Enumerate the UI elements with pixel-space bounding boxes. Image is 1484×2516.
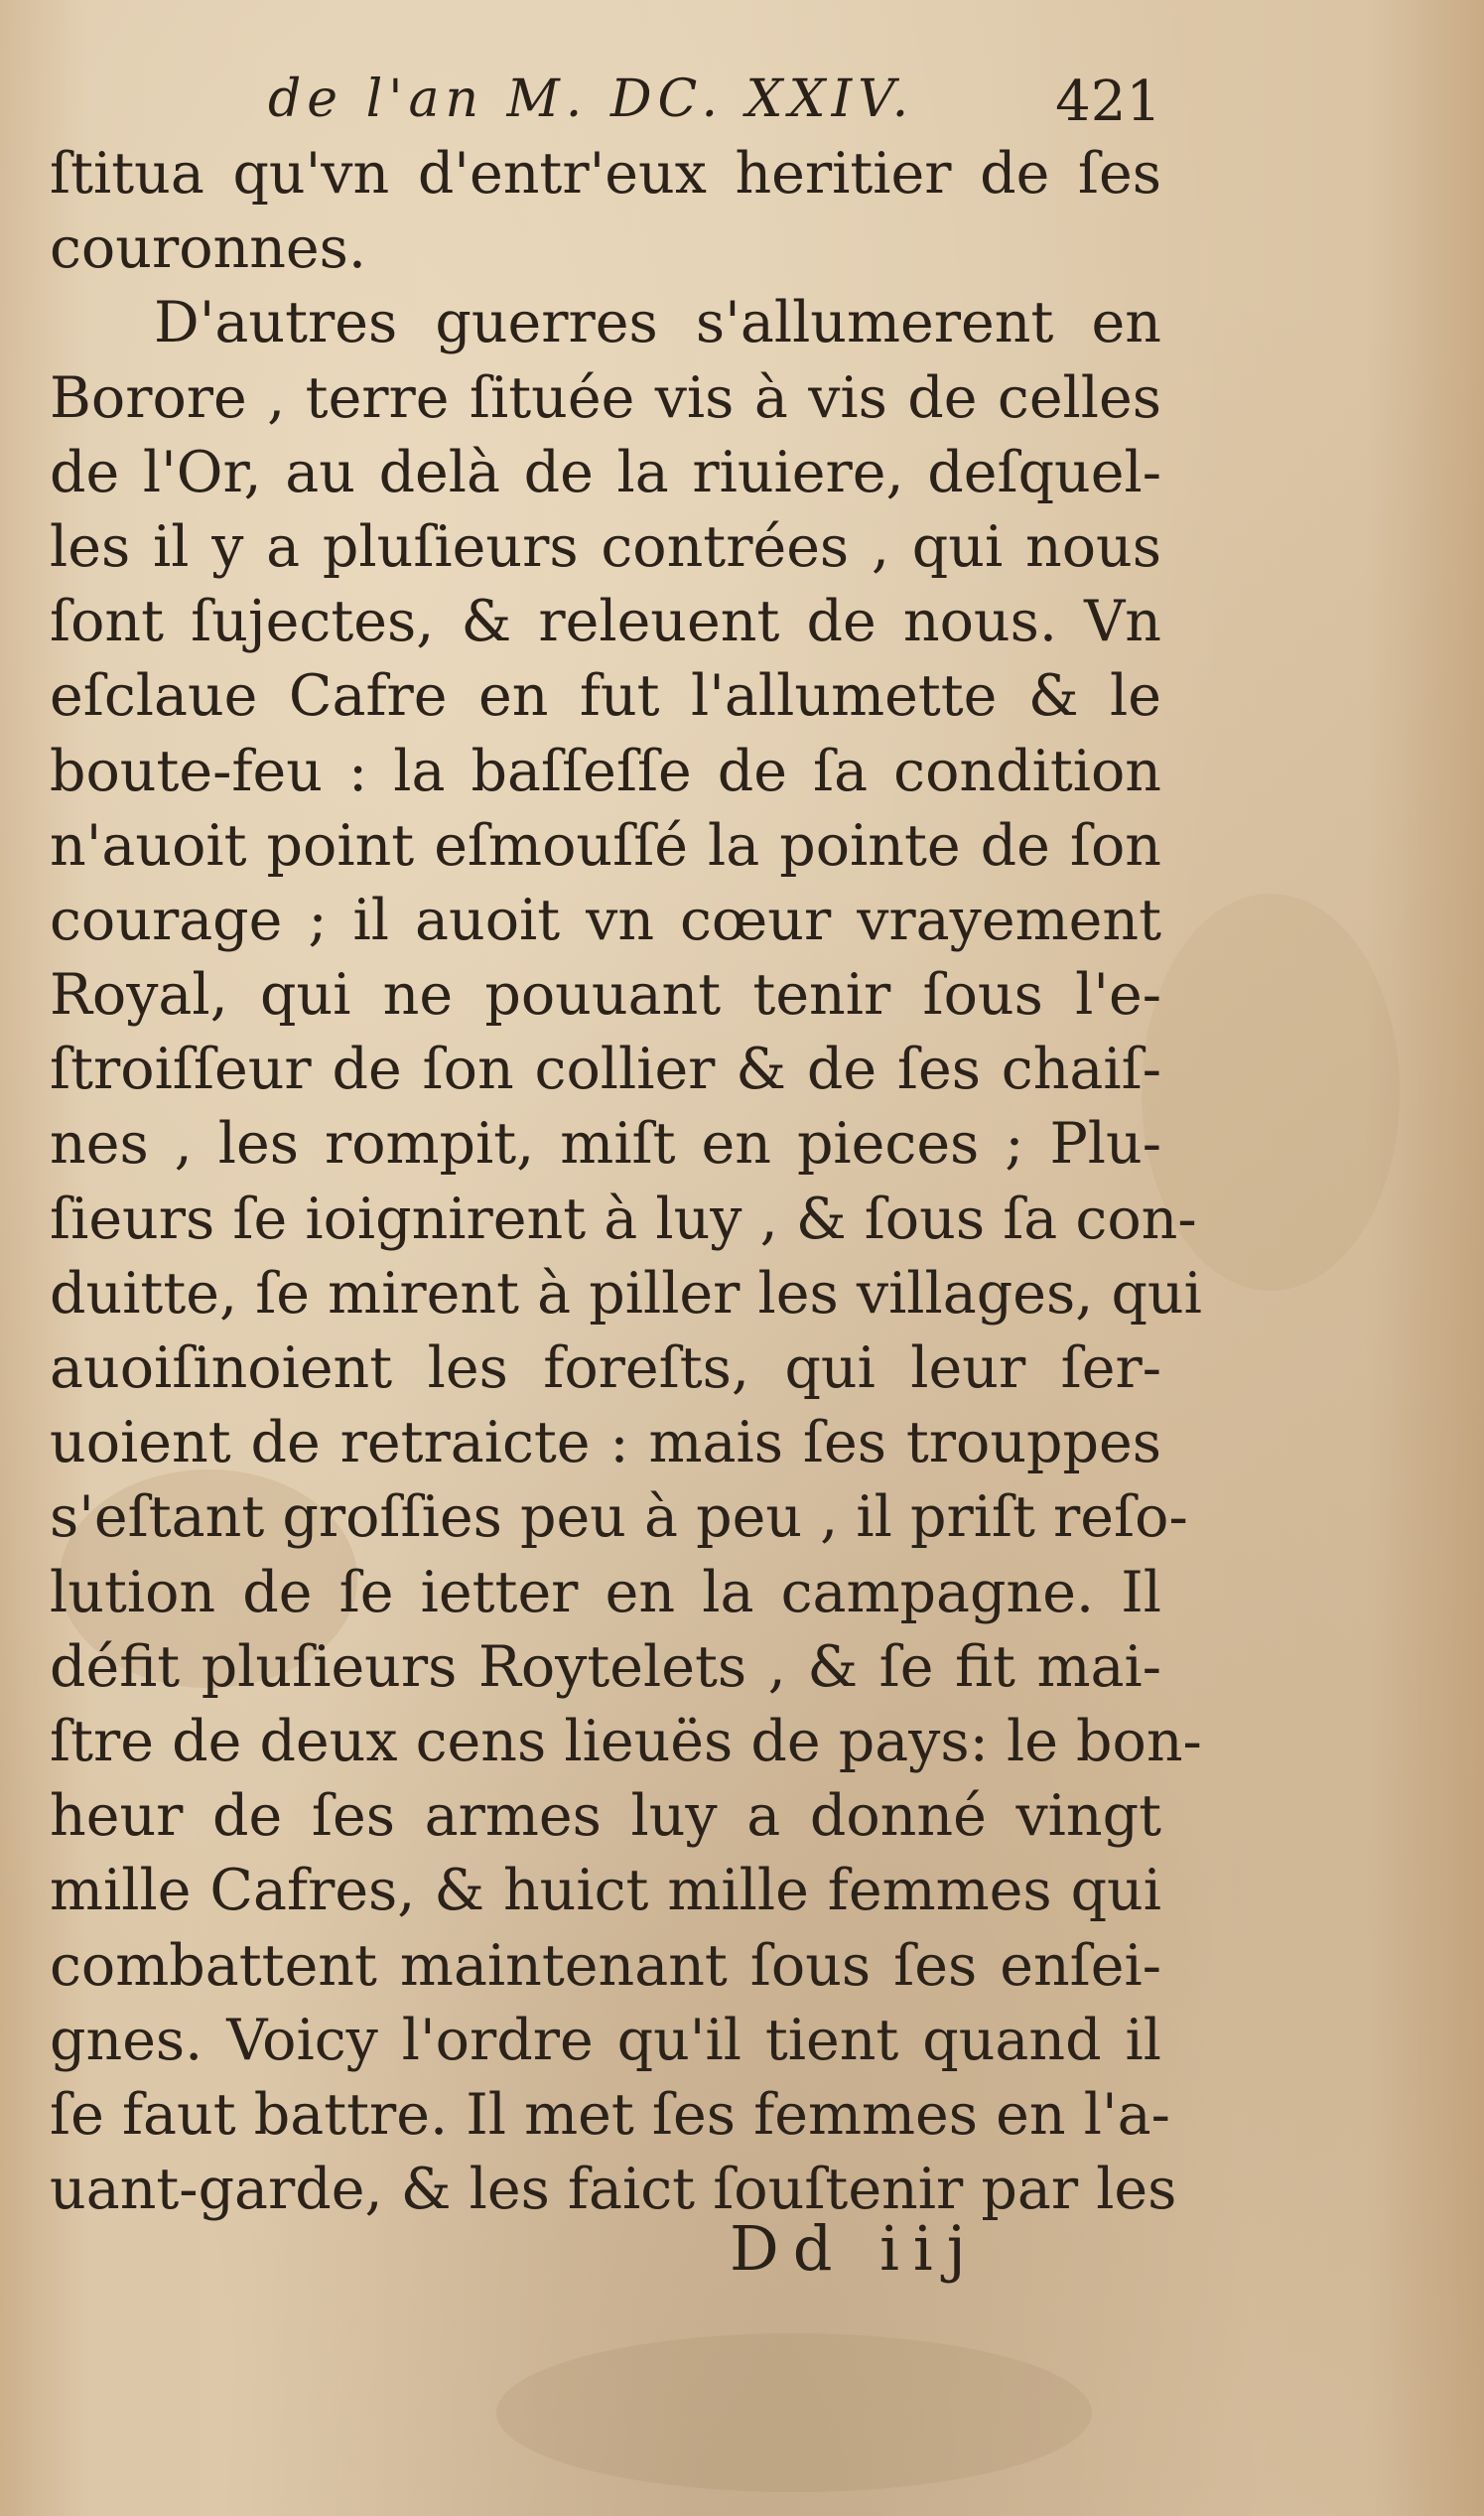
- text-line: s'eſtant groſſies peu à peu , il priſt reſo-: [50, 1484, 1188, 1551]
- text-line: gnes. Voicy l'ordre qu'il tient quand il: [50, 2007, 1161, 2073]
- text-line: couronnes.: [50, 215, 367, 282]
- signature-mark: Dd iij: [730, 2212, 980, 2285]
- text-line: D'autres guerres s'allumerent en: [154, 290, 1161, 356]
- text-line: Royal, qui ne pouuant tenir ſous l'e-: [50, 962, 1161, 1029]
- text-line: Borore , terre ſituée vis à vis de celles: [50, 364, 1161, 431]
- text-line: lution de ſe ietter en la campagne. Il: [50, 1559, 1161, 1625]
- running-head-title: de l'an M. DC. XXIV.: [268, 70, 915, 129]
- text-line: de l'Or, au delà de la riuiere, deſquel-: [50, 439, 1161, 505]
- paper-stain: [496, 2333, 1092, 2492]
- text-line: combattent maintenant ſous ſes enſei-: [50, 1932, 1161, 1999]
- text-line: ſtroiſſeur de ſon collier & de ſes chaiſ-: [50, 1037, 1161, 1103]
- text-line: ſtitua qu'vn d'entr'eux heritier de ſes: [50, 141, 1161, 207]
- text-line: ſont ſujectes, & releuent de nous. Vn: [50, 589, 1161, 655]
- text-line: n'auoit point eſmouſſé la pointe de ſon: [50, 812, 1161, 879]
- text-line: auoiſinoient les foreſts, qui leur ſer-: [50, 1335, 1161, 1401]
- text-line: uoient de retraicte : mais ſes trouppes: [50, 1410, 1161, 1476]
- text-line: les il y a pluſieurs contrées , qui nous: [50, 513, 1161, 580]
- text-line: mille Cafres, & huict mille femmes qui: [50, 1858, 1161, 1924]
- text-line: eſclaue Cafre en fut l'allumette & le: [50, 663, 1161, 730]
- text-line: duitte, ſe mirent à piller les villages, qui: [50, 1260, 1202, 1327]
- text-line: uant-garde, & les faict ſouſtenir par les: [50, 2157, 1177, 2223]
- page-number: 421: [1055, 70, 1161, 134]
- text-line: ſtre de deux cens lieuës de pays: le bon-: [50, 1708, 1202, 1774]
- text-line: ſieurs ſe ioignirent à luy , & ſous ſa con-: [50, 1186, 1197, 1252]
- text-line: boute-feu : la baſſeſſe de ſa condition: [50, 738, 1161, 804]
- text-line: courage ; il auoit vn cœur vrayement: [50, 887, 1161, 953]
- text-line: défit pluſieurs Roytelets , & ſe fit mai-: [50, 1633, 1161, 1700]
- text-line: ſe faut battre. Il met ſes femmes en l'a-: [50, 2081, 1170, 2148]
- text-line: heur de ſes armes luy a donné vingt: [50, 1783, 1161, 1850]
- text-line: nes , les rompit, miſt en pieces ; Plu-: [50, 1111, 1161, 1178]
- body-text: [50, 137, 1202, 2227]
